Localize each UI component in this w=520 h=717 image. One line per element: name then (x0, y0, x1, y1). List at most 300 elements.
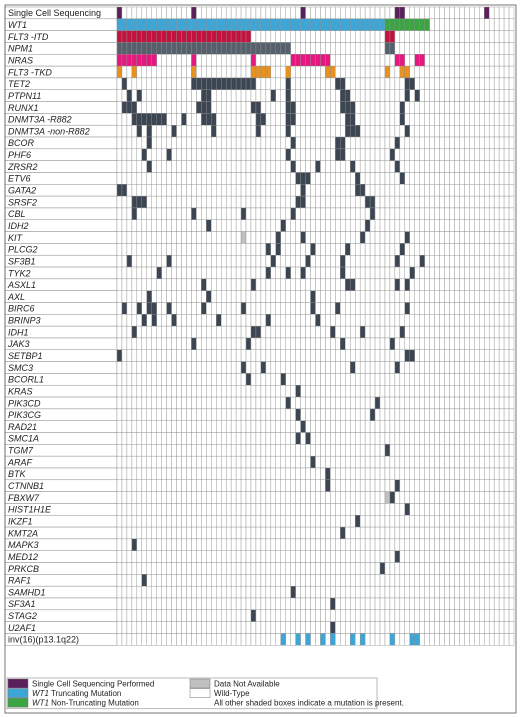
cell-fbxw7-sample-37 (296, 492, 301, 504)
cell-axl-sample-36 (291, 291, 296, 303)
cell-brinp3-sample-64 (430, 314, 435, 326)
cell-flt3-tkd-sample-66 (440, 66, 445, 78)
cell-mapk3-sample-68 (449, 539, 454, 551)
cell-ptpn11-sample-24 (231, 90, 236, 102)
cell-tyk2-sample-66 (440, 267, 445, 279)
cell-med12-sample-49 (355, 551, 360, 563)
cell-wt1-sample-65 (435, 19, 440, 31)
row-label-brinp3: BRINP3 (8, 315, 41, 326)
cell-asxl1-sample-79 (504, 279, 509, 291)
cell-bcorl1-sample-23 (226, 373, 231, 385)
cell-gata2-sample-65 (435, 184, 440, 196)
cell-smc1a-sample-40 (311, 433, 316, 445)
cell-birc6-sample-41 (316, 303, 321, 315)
cell-gata2-sample-46 (340, 184, 345, 196)
cell-idh1-sample-77 (494, 326, 499, 338)
cell-u2af1-sample-36 (291, 622, 296, 634)
cell-gata2-sample-64 (430, 184, 435, 196)
cell-brinp3-sample-35 (286, 314, 291, 326)
cell-plcg2-sample-22 (221, 243, 226, 255)
row-label-hist1h1e: HIST1H1E (8, 504, 52, 515)
cell-plcg2-sample-71 (464, 243, 469, 255)
cell-idh1-sample-44 (330, 326, 335, 338)
cell-med12-sample-73 (474, 551, 479, 563)
cell-raf1-sample-2 (122, 574, 127, 586)
cell-ikzf1-sample-3 (127, 515, 132, 527)
cell-ikzf1-sample-19 (206, 515, 211, 527)
cell-araf-sample-25 (236, 456, 241, 468)
cell-prkcb-sample-15 (186, 563, 191, 575)
cell-prkcb-sample-80 (509, 563, 514, 575)
cell-mapk3-sample-24 (231, 539, 236, 551)
cell-phf6-sample-75 (484, 149, 489, 161)
cell-dnmt3a-r882-sample-6 (142, 113, 147, 125)
cell-kit-sample-50 (360, 232, 365, 244)
cell-tyk2-sample-71 (464, 267, 469, 279)
cell-btk-sample-32 (271, 468, 276, 480)
cell-brinp3-sample-40 (311, 314, 316, 326)
cell-gata2-sample-53 (375, 184, 380, 196)
cell-npm1-sample-52 (370, 42, 375, 54)
cell-inv-16-p13-1q22-sample-64 (430, 633, 435, 645)
cell-rad21-sample-50 (360, 421, 365, 433)
cell-raf1-sample-51 (365, 574, 370, 586)
cell-prkcb-sample-70 (459, 563, 464, 575)
cell-tgm7-sample-49 (355, 444, 360, 456)
cell-araf-sample-76 (489, 456, 494, 468)
cell-stag2-sample-65 (435, 610, 440, 622)
cell-mapk3-sample-77 (494, 539, 499, 551)
cell-setbp1-sample-4 (132, 350, 137, 362)
cell-bcor-sample-34 (281, 137, 286, 149)
cell-stag2-sample-36 (291, 610, 296, 622)
cell-dnmt3a-r882-sample-2 (122, 113, 127, 125)
cell-zrsr2-sample-23 (226, 161, 231, 173)
cell-inv-16-p13-1q22-sample-18 (201, 633, 206, 645)
cell-hist1h1e-sample-78 (499, 503, 504, 515)
cell-kras-sample-64 (430, 385, 435, 397)
cell-plcg2-sample-18 (201, 243, 206, 255)
cell-dnmt3a-r882-sample-14 (182, 113, 187, 125)
cell-etv6-sample-26 (241, 172, 246, 184)
cell-rad21-sample-53 (375, 421, 380, 433)
cell-stag2-sample-30 (261, 610, 266, 622)
cell-u2af1-sample-6 (142, 622, 147, 634)
cell-pik3cg-sample-46 (340, 409, 345, 421)
cell-rad21-sample-65 (435, 421, 440, 433)
cell-etv6-sample-59 (405, 172, 410, 184)
cell-plcg2-sample-7 (147, 243, 152, 255)
cell-plcg2-sample-29 (256, 243, 261, 255)
cell-ctnnb1-sample-63 (425, 480, 430, 492)
cell-kras-sample-66 (440, 385, 445, 397)
cell-phf6-sample-27 (246, 149, 251, 161)
cell-zrsr2-sample-41 (316, 161, 321, 173)
cell-hist1h1e-sample-31 (266, 503, 271, 515)
cell-wt1-sample-39 (306, 19, 311, 31)
cell-pik3cd-sample-39 (306, 397, 311, 409)
cell-nras-sample-36 (291, 54, 296, 66)
cell-single-cell-sequencing-sample-30 (261, 7, 266, 19)
cell-pik3cd-sample-19 (206, 397, 211, 409)
cell-bcor-sample-60 (410, 137, 415, 149)
cell-flt3-itd-sample-58 (400, 31, 405, 43)
cell-birc6-sample-55 (385, 303, 390, 315)
cell-etv6-sample-19 (206, 172, 211, 184)
cell-mapk3-sample-8 (152, 539, 157, 551)
cell-brinp3-sample-51 (365, 314, 370, 326)
cell-zrsr2-sample-50 (360, 161, 365, 173)
cell-stag2-sample-23 (226, 610, 231, 622)
cell-araf-sample-21 (216, 456, 221, 468)
cell-bcor-sample-31 (266, 137, 271, 149)
cell-araf-sample-37 (296, 456, 301, 468)
cell-setbp1-sample-72 (469, 350, 474, 362)
cell-mapk3-sample-50 (360, 539, 365, 551)
cell-mapk3-sample-59 (405, 539, 410, 551)
cell-nras-sample-68 (449, 54, 454, 66)
cell-wt1-sample-72 (469, 19, 474, 31)
cell-idh1-sample-59 (405, 326, 410, 338)
cell-asxl1-sample-68 (449, 279, 454, 291)
cell-jak3-sample-8 (152, 338, 157, 350)
cell-inv-16-p13-1q22-sample-34 (281, 633, 286, 645)
cell-u2af1-sample-59 (405, 622, 410, 634)
cell-ptpn11-sample-13 (177, 90, 182, 102)
cell-btk-sample-31 (266, 468, 271, 480)
cell-brinp3-sample-38 (301, 314, 306, 326)
cell-btk-sample-73 (474, 468, 479, 480)
cell-stag2-sample-37 (296, 610, 301, 622)
cell-med12-sample-26 (241, 551, 246, 563)
cell-dnmt3a-r882-sample-76 (489, 113, 494, 125)
cell-pik3cd-sample-36 (291, 397, 296, 409)
cell-tet2-sample-23 (226, 78, 231, 90)
cell-idh2-sample-60 (410, 220, 415, 232)
cell-ptpn11-sample-65 (435, 90, 440, 102)
cell-mapk3-sample-36 (291, 539, 296, 551)
cell-kit-sample-59 (405, 232, 410, 244)
cell-setbp1-sample-78 (499, 350, 504, 362)
cell-idh1-sample-8 (152, 326, 157, 338)
cell-sf3a1-sample-53 (375, 598, 380, 610)
cell-rad21-sample-44 (330, 421, 335, 433)
cell-stag2-sample-58 (400, 610, 405, 622)
cell-pik3cg-sample-41 (316, 409, 321, 421)
cell-asxl1-sample-22 (221, 279, 226, 291)
cell-nras-sample-16 (191, 54, 196, 66)
cell-stag2-sample-72 (469, 610, 474, 622)
cell-sf3a1-sample-1 (117, 598, 122, 610)
cell-bcor-sample-54 (380, 137, 385, 149)
cell-bcor-sample-79 (504, 137, 509, 149)
cell-samhd1-sample-36 (291, 586, 296, 598)
cell-etv6-sample-29 (256, 172, 261, 184)
cell-tgm7-sample-24 (231, 444, 236, 456)
cell-nras-sample-46 (340, 54, 345, 66)
cell-dnmt3a-non-r882-sample-63 (425, 125, 430, 137)
cell-u2af1-sample-8 (152, 622, 157, 634)
cell-araf-sample-28 (251, 456, 256, 468)
cell-araf-sample-47 (345, 456, 350, 468)
cell-phf6-sample-52 (370, 149, 375, 161)
cell-bcorl1-sample-45 (335, 373, 340, 385)
cell-mapk3-sample-69 (454, 539, 459, 551)
cell-sf3b1-sample-50 (360, 255, 365, 267)
cell-pik3cg-sample-13 (177, 409, 182, 421)
cell-npm1-sample-47 (345, 42, 350, 54)
cell-nras-sample-71 (464, 54, 469, 66)
cell-araf-sample-69 (454, 456, 459, 468)
cell-idh2-sample-32 (271, 220, 276, 232)
cell-flt3-itd-sample-32 (271, 31, 276, 43)
cell-zrsr2-sample-39 (306, 161, 311, 173)
cell-stag2-sample-17 (196, 610, 201, 622)
cell-raf1-sample-46 (340, 574, 345, 586)
cell-tet2-sample-66 (440, 78, 445, 90)
cell-cbl-sample-12 (172, 208, 177, 220)
cell-phf6-sample-64 (430, 149, 435, 161)
cell-kit-sample-78 (499, 232, 504, 244)
cell-single-cell-sequencing-sample-17 (196, 7, 201, 19)
cell-plcg2-sample-54 (380, 243, 385, 255)
cell-zrsr2-sample-72 (469, 161, 474, 173)
cell-ctnnb1-sample-76 (489, 480, 494, 492)
cell-ikzf1-sample-43 (325, 515, 330, 527)
cell-zrsr2-sample-35 (286, 161, 291, 173)
cell-plcg2-sample-42 (320, 243, 325, 255)
cell-bcor-sample-2 (122, 137, 127, 149)
cell-smc1a-sample-37 (296, 433, 301, 445)
cell-ikzf1-sample-72 (469, 515, 474, 527)
cell-gata2-sample-48 (350, 184, 355, 196)
cell-rad21-sample-33 (276, 421, 281, 433)
cell-wt1-sample-66 (440, 19, 445, 31)
cell-cbl-sample-46 (340, 208, 345, 220)
cell-pik3cg-sample-12 (172, 409, 177, 421)
cell-kmt2a-sample-39 (306, 527, 311, 539)
cell-single-cell-sequencing-sample-12 (172, 7, 177, 19)
cell-ikzf1-sample-16 (191, 515, 196, 527)
cell-plcg2-sample-72 (469, 243, 474, 255)
cell-wt1-sample-15 (186, 19, 191, 31)
cell-btk-sample-47 (345, 468, 350, 480)
cell-cbl-sample-54 (380, 208, 385, 220)
cell-sf3b1-sample-3 (127, 255, 132, 267)
cell-srsf2-sample-42 (320, 196, 325, 208)
cell-tet2-sample-44 (330, 78, 335, 90)
cell-gata2-sample-39 (306, 184, 311, 196)
cell-zrsr2-sample-45 (335, 161, 340, 173)
cell-kras-sample-70 (459, 385, 464, 397)
cell-med12-sample-3 (127, 551, 132, 563)
cell-smc3-sample-77 (494, 362, 499, 374)
cell-jak3-sample-45 (335, 338, 340, 350)
cell-prkcb-sample-76 (489, 563, 494, 575)
cell-inv-16-p13-1q22-sample-4 (132, 633, 137, 645)
cell-samhd1-sample-5 (137, 586, 142, 598)
cell-ptpn11-sample-12 (172, 90, 177, 102)
cell-brinp3-sample-80 (509, 314, 514, 326)
cell-raf1-sample-57 (395, 574, 400, 586)
cell-cbl-sample-78 (499, 208, 504, 220)
cell-mapk3-sample-23 (226, 539, 231, 551)
cell-stag2-sample-19 (206, 610, 211, 622)
cell-smc3-sample-38 (301, 362, 306, 374)
cell-idh2-sample-24 (231, 220, 236, 232)
cell-plcg2-sample-67 (445, 243, 450, 255)
cell-etv6-sample-43 (325, 172, 330, 184)
cell-jak3-sample-77 (494, 338, 499, 350)
cell-nras-sample-63 (425, 54, 430, 66)
cell-cbl-sample-27 (246, 208, 251, 220)
cell-sf3b1-sample-68 (449, 255, 454, 267)
cell-npm1-sample-55 (385, 42, 390, 54)
cell-axl-sample-56 (390, 291, 395, 303)
cell-kmt2a-sample-44 (330, 527, 335, 539)
cell-cbl-sample-39 (306, 208, 311, 220)
cell-sf3b1-sample-53 (375, 255, 380, 267)
cell-flt3-itd-sample-67 (445, 31, 450, 43)
cell-brinp3-sample-54 (380, 314, 385, 326)
cell-smc1a-sample-23 (226, 433, 231, 445)
cell-ptpn11-sample-28 (251, 90, 256, 102)
cell-samhd1-sample-43 (325, 586, 330, 598)
cell-runx1-sample-53 (375, 102, 380, 114)
cell-srsf2-sample-37 (296, 196, 301, 208)
cell-dnmt3a-r882-sample-68 (449, 113, 454, 125)
cell-sf3b1-sample-9 (157, 255, 162, 267)
cell-samhd1-sample-76 (489, 586, 494, 598)
cell-bcorl1-sample-73 (474, 373, 479, 385)
cell-tyk2-sample-13 (177, 267, 182, 279)
cell-fbxw7-sample-45 (335, 492, 340, 504)
cell-npm1-sample-46 (340, 42, 345, 54)
cell-btk-sample-10 (162, 468, 167, 480)
cell-idh2-sample-73 (474, 220, 479, 232)
cell-kras-sample-74 (479, 385, 484, 397)
cell-tyk2-sample-14 (182, 267, 187, 279)
cell-btk-sample-26 (241, 468, 246, 480)
cell-ctnnb1-sample-55 (385, 480, 390, 492)
cell-inv-16-p13-1q22-sample-79 (504, 633, 509, 645)
cell-zrsr2-sample-30 (261, 161, 266, 173)
cell-stag2-sample-33 (276, 610, 281, 622)
cell-u2af1-sample-32 (271, 622, 276, 634)
cell-smc3-sample-12 (172, 362, 177, 374)
cell-pik3cg-sample-14 (182, 409, 187, 421)
cell-mapk3-sample-17 (196, 539, 201, 551)
cell-dnmt3a-non-r882-sample-15 (186, 125, 191, 137)
cell-bcor-sample-49 (355, 137, 360, 149)
cell-sf3b1-sample-17 (196, 255, 201, 267)
cell-phf6-sample-78 (499, 149, 504, 161)
cell-pik3cd-sample-66 (440, 397, 445, 409)
cell-u2af1-sample-49 (355, 622, 360, 634)
cell-bcorl1-sample-74 (479, 373, 484, 385)
cell-smc1a-sample-70 (459, 433, 464, 445)
cell-runx1-sample-11 (167, 102, 172, 114)
cell-cbl-sample-58 (400, 208, 405, 220)
cell-runx1-sample-54 (380, 102, 385, 114)
cell-tet2-sample-57 (395, 78, 400, 90)
cell-mapk3-sample-35 (286, 539, 291, 551)
cell-kras-sample-4 (132, 385, 137, 397)
cell-axl-sample-68 (449, 291, 454, 303)
cell-sf3b1-sample-26 (241, 255, 246, 267)
cell-mapk3-sample-41 (316, 539, 321, 551)
cell-wt1-sample-54 (380, 19, 385, 31)
cell-med12-sample-9 (157, 551, 162, 563)
cell-hist1h1e-sample-17 (196, 503, 201, 515)
cell-dnmt3a-non-r882-sample-66 (440, 125, 445, 137)
cell-brinp3-sample-53 (375, 314, 380, 326)
cell-tyk2-sample-50 (360, 267, 365, 279)
cell-btk-sample-74 (479, 468, 484, 480)
cell-samhd1-sample-54 (380, 586, 385, 598)
cell-zrsr2-sample-64 (430, 161, 435, 173)
cell-hist1h1e-sample-10 (162, 503, 167, 515)
cell-fbxw7-sample-47 (345, 492, 350, 504)
cell-ptpn11-sample-32 (271, 90, 276, 102)
cell-sf3b1-sample-65 (435, 255, 440, 267)
cell-flt3-tkd-sample-12 (172, 66, 177, 78)
cell-ikzf1-sample-13 (177, 515, 182, 527)
cell-cbl-sample-4 (132, 208, 137, 220)
cell-stag2-sample-51 (365, 610, 370, 622)
cell-tet2-sample-76 (489, 78, 494, 90)
cell-tyk2-sample-3 (127, 267, 132, 279)
cell-brinp3-sample-27 (246, 314, 251, 326)
cell-srsf2-sample-75 (484, 196, 489, 208)
cell-smc1a-sample-68 (449, 433, 454, 445)
cell-pik3cg-sample-67 (445, 409, 450, 421)
cell-hist1h1e-sample-52 (370, 503, 375, 515)
cell-etv6-sample-11 (167, 172, 172, 184)
cell-smc1a-sample-65 (435, 433, 440, 445)
cell-sf3b1-sample-32 (271, 255, 276, 267)
cell-smc1a-sample-9 (157, 433, 162, 445)
cell-axl-sample-9 (157, 291, 162, 303)
cell-med12-sample-35 (286, 551, 291, 563)
cell-dnmt3a-non-r882-sample-10 (162, 125, 167, 137)
cell-zrsr2-sample-6 (142, 161, 147, 173)
cell-ptpn11-sample-46 (340, 90, 345, 102)
cell-axl-sample-31 (266, 291, 271, 303)
cell-u2af1-sample-9 (157, 622, 162, 634)
cell-phf6-sample-3 (127, 149, 132, 161)
cell-inv-16-p13-1q22-sample-57 (395, 633, 400, 645)
cell-flt3-itd-sample-13 (177, 31, 182, 43)
cell-u2af1-sample-3 (127, 622, 132, 634)
cell-cbl-sample-36 (291, 208, 296, 220)
cell-stag2-sample-73 (474, 610, 479, 622)
cell-gata2-sample-45 (335, 184, 340, 196)
cell-kras-sample-53 (375, 385, 380, 397)
cell-single-cell-sequencing-sample-47 (345, 7, 350, 19)
cell-bcorl1-sample-32 (271, 373, 276, 385)
cell-raf1-sample-80 (509, 574, 514, 586)
cell-sf3a1-sample-20 (211, 598, 216, 610)
cell-hist1h1e-sample-48 (350, 503, 355, 515)
cell-smc3-sample-80 (509, 362, 514, 374)
cell-runx1-sample-44 (330, 102, 335, 114)
cell-sf3b1-sample-63 (425, 255, 430, 267)
cell-flt3-tkd-sample-34 (281, 66, 286, 78)
cell-ctnnb1-sample-23 (226, 480, 231, 492)
cell-npm1-sample-42 (320, 42, 325, 54)
cell-kit-sample-16 (191, 232, 196, 244)
